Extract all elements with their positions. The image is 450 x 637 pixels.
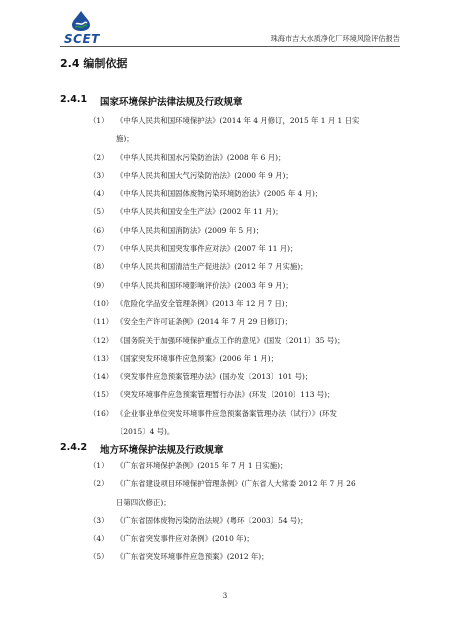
list-item-number: （2） xyxy=(89,479,109,489)
list-item-text: 《中华人民共和国固体废物污染环境防治法》(2005 年 4 月)； xyxy=(116,189,323,199)
list-item-text: 《中华人民共和国环境保护法》(2014 年 4 月修订，2015 年 1 月 1 日实 xyxy=(116,116,360,125)
list-item-number: （14） xyxy=(89,372,114,382)
list-item-text: 《中华人民共和国水污染防治法》(2008 年 6 月)； xyxy=(116,152,286,162)
section-heading: 2.4 编制依据 xyxy=(60,57,128,70)
subsection-2-title: 地方环境保护法规及行政规章 xyxy=(100,445,224,456)
list-item-text: 《企业事业单位突发环境事件应急预案备案管理办法（试行）》(环发 xyxy=(116,408,337,418)
list-item xyxy=(60,530,400,548)
list-item xyxy=(60,350,400,368)
list-item xyxy=(60,313,400,331)
list-item xyxy=(60,258,400,276)
subsection-2-number: 2.4.2 xyxy=(60,442,88,453)
list-item-text: 《广东省突发事件应对条例》(2010 年)； xyxy=(116,534,254,544)
subsection-1-title: 国家环境保护法律法规及行政规章 xyxy=(100,97,243,108)
list-item xyxy=(60,222,400,240)
list-item-number: （10） xyxy=(89,298,114,308)
list-item xyxy=(60,386,400,404)
list-item-number: （2） xyxy=(89,152,109,162)
national-regulations-list xyxy=(60,112,400,441)
list-item xyxy=(60,277,400,295)
list-item-number: （13） xyxy=(89,353,114,363)
list-item-number: （9） xyxy=(89,280,109,290)
list-item xyxy=(60,167,400,185)
list-item-text: 《危险化学品安全管理条例》(2013 年 12 月 7 日)； xyxy=(116,298,293,308)
list-item-continuation: 施)； xyxy=(116,134,134,144)
page-number: 3 xyxy=(222,592,228,600)
list-item xyxy=(60,112,400,149)
list-item-number: （7） xyxy=(89,244,109,254)
list-item xyxy=(60,405,400,442)
list-item xyxy=(60,240,400,258)
list-item xyxy=(60,368,400,386)
list-item-number: （15） xyxy=(89,390,114,400)
list-item xyxy=(60,295,400,313)
list-item-text: 《中华人民共和国安全生产法》(2002 年 11 月)； xyxy=(116,207,283,217)
list-item-text: 《安全生产许可证条例》(2014 年 7 月 29 日修订)； xyxy=(116,317,293,327)
list-item-text: 《广东省固体废物污染防治法规》(粤环〔2003〕54 号)； xyxy=(116,515,308,525)
list-item-continuation: 〔2015〕4 号)。 xyxy=(116,427,175,437)
list-item-text: 《中华人民共和国环境影响评价法》(2003 年 9 月)； xyxy=(116,280,293,290)
list-item-text: 《广东省突发环境事件应急预案》(2012 年)； xyxy=(116,552,269,562)
list-item xyxy=(60,457,400,475)
list-item xyxy=(60,185,400,203)
document-title: 珠海市吉大水质净化厂环境风险评估报告 xyxy=(270,34,400,43)
list-item-text: 《国家突发环境事件应急预案》(2006 年 1 月)； xyxy=(116,353,278,363)
list-item-number: （4） xyxy=(89,534,109,544)
list-item-text: 《广东省环境保护条例》(2015 年 7 月 1 日实施)； xyxy=(116,461,288,470)
list-item-text: 《广东省建设项目环境保护管理条例》(广东省人大常委 2012 年 7 月 26 xyxy=(116,479,356,489)
list-item-text: 《突发事件应急预案管理办法》(国办发〔2013〕101 号)； xyxy=(116,372,313,382)
list-item-text: 《中华人民共和国突发事件应对法》(2007 年 11 月)； xyxy=(116,244,298,254)
list-item xyxy=(60,475,400,512)
list-item-number: （16） xyxy=(89,408,114,418)
list-item-number: （3） xyxy=(89,170,109,180)
subsection-1-number: 2.4.1 xyxy=(60,94,88,105)
list-item-number: （11） xyxy=(89,317,114,327)
page-header xyxy=(60,10,400,46)
list-item xyxy=(60,548,400,566)
logo-text: SCET xyxy=(64,32,100,46)
list-item-number: （4） xyxy=(89,189,109,199)
list-item-continuation: 日第四次修正)； xyxy=(116,497,171,507)
list-item-number: （5） xyxy=(89,552,109,562)
scet-logo-icon xyxy=(68,10,94,32)
list-item-number: （6） xyxy=(89,225,109,235)
list-item xyxy=(60,332,400,350)
list-item-number: （1） xyxy=(89,116,109,125)
local-regulations-list xyxy=(60,457,400,567)
list-item-number: （12） xyxy=(89,335,114,345)
list-item-number: （3） xyxy=(89,515,109,525)
list-item-text: 《中华人民共和国消防法》(2009 年 5 月)； xyxy=(116,225,264,235)
list-item xyxy=(60,512,400,530)
list-item-text: 《国务院关于加强环境保护重点工作的意见》(国发〔2011〕35 号)； xyxy=(116,335,345,345)
list-item-number: （1） xyxy=(89,461,109,470)
list-item-number: （5） xyxy=(89,207,109,217)
list-item-text: 《突发环境事件应急预案管理暂行办法》(环发〔2010〕113 号)； xyxy=(116,390,335,400)
header-divider xyxy=(60,46,400,47)
list-item xyxy=(60,203,400,221)
list-item-text: 《中华人民共和国清洁生产促进法》(2012 年 7 月实施)； xyxy=(116,262,308,272)
list-item xyxy=(60,149,400,167)
list-item-text: 《中华人民共和国大气污染防治法》(2000 年 9 月)； xyxy=(116,170,293,180)
list-item-number: （8） xyxy=(89,262,109,272)
